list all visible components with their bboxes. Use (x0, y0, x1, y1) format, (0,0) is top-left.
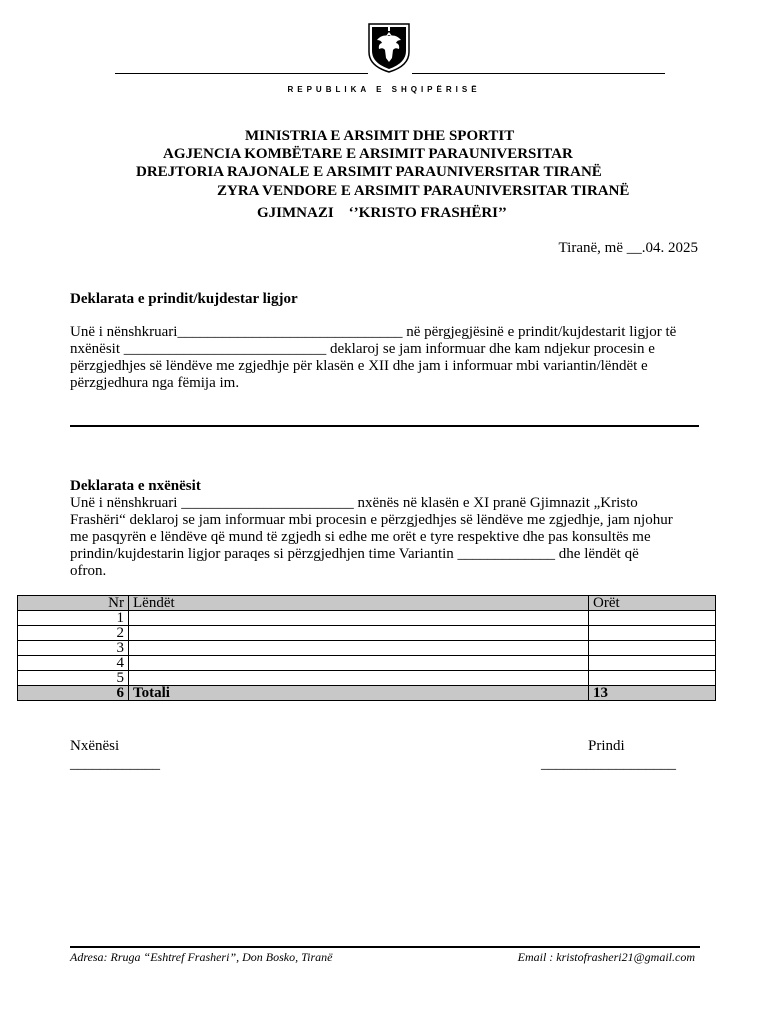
subject-cell[interactable] (129, 656, 589, 671)
table-row (18, 641, 716, 656)
republic-label: REPUBLIKA E SHQIPËRISË (287, 85, 481, 94)
subject-cell[interactable] (129, 671, 589, 686)
row-nr: 1 (18, 611, 129, 626)
subjects-table (17, 595, 716, 701)
parent-declaration-text (70, 324, 700, 392)
table-row (18, 626, 716, 641)
local-office-heading: ZYRA VENDORE E ARSIMIT PARAUNIVERSITAR TIRANË (217, 183, 630, 199)
student-declaration-line: Unë i nënshkruari _______________________ nxënës në klasën e XI pranë Gjimnazit „Kristo (70, 495, 638, 511)
student-declaration-title: Deklarata e nxënësit (70, 478, 201, 494)
agency-heading: AGJENCIA KOMBËTARE E ARSIMIT PARAUNIVERSITAR (163, 146, 573, 162)
hours-cell[interactable] (589, 671, 716, 686)
footer-email: Email : kristofrasheri21@gmail.com (517, 950, 695, 964)
letterhead-rule-right (412, 73, 665, 74)
document-date: Tiranë, më __.04. 2025 (558, 240, 698, 256)
student-declaration-line: ofron. (70, 563, 107, 579)
parent-declaration-line: Unë i nënshkruari______________________________ në përgjegjësinë e prindit/kujdestarit ligjor të (70, 324, 677, 340)
header-hours: Orët (589, 596, 716, 611)
student-declaration-line: prindin/kujdestarin ligjor paraqes si përzgjedhjen time Variantin _____________ dhe lëndët që (70, 546, 639, 562)
parent-declaration-title: Deklarata e prindit/kujdestar ligjor (70, 291, 298, 307)
student-declaration-line: me pasqyrën e lëndëve që mund të zgjedh si edhe me orët e tyre respektive dhe pas konsultës me (70, 529, 651, 545)
student-declaration-text (70, 495, 700, 580)
row-nr: 3 (18, 641, 129, 656)
table-header-row (18, 596, 716, 611)
parent-declaration-line: nxënësit ___________________________ deklaroj se jam informuar dhe kam ndjekur procesin e (70, 341, 655, 357)
row-nr: 4 (18, 656, 129, 671)
regional-directorate-heading: DREJTORIA RAJONALE E ARSIMIT PARAUNIVERSITAR TIRANË (136, 164, 602, 180)
ministry-heading: MINISTRIA E ARSIMIT DHE SPORTIT (245, 128, 515, 144)
student-signature-line[interactable]: ____________ (70, 756, 160, 772)
row-nr: 5 (18, 671, 129, 686)
table-row (18, 671, 716, 686)
row-nr: 2 (18, 626, 129, 641)
parent-declaration-line: përzgjedhura nga fëmija im. (70, 375, 240, 391)
hours-cell[interactable] (589, 611, 716, 626)
header-nr: Nr (18, 596, 129, 611)
parent-signature-label: Prindi (588, 738, 625, 754)
hours-cell[interactable] (589, 626, 716, 641)
table-total-row (18, 686, 716, 701)
total-nr: 6 (18, 686, 129, 701)
header-subjects: Lëndët (129, 596, 589, 611)
student-signature-label: Nxënësi (70, 738, 120, 754)
letterhead-rule-left (115, 73, 368, 74)
subject-cell[interactable] (129, 626, 589, 641)
table-row (18, 611, 716, 626)
parent-signature-line[interactable]: __________________ (541, 756, 676, 772)
albanian-eagle-emblem-icon (366, 22, 412, 74)
footer-address: Adresa: Rruga “Eshtref Frasheri”, Don Bosko, Tiranë (70, 950, 333, 964)
subject-cell[interactable] (129, 611, 589, 626)
total-label: Totali (129, 686, 589, 701)
school-heading: GJIMNAZI ‘’KRISTO FRASHËRI’’ (257, 205, 507, 221)
total-hours: 13 (589, 686, 716, 701)
section-divider (70, 425, 699, 427)
student-declaration-line: Frashëri“ deklaroj se jam informuar mbi procesin e përzgjedhjes së lëndëve me zgjedhje, jam njohur (70, 512, 673, 528)
footer-rule (70, 946, 700, 948)
hours-cell[interactable] (589, 656, 716, 671)
hours-cell[interactable] (589, 641, 716, 656)
parent-declaration-line: përzgjedhjes së lëndëve me zgjedhje për klasën e XII dhe jam i informuar mbi variantin/lëndët e (70, 358, 648, 374)
subject-cell[interactable] (129, 641, 589, 656)
table-row (18, 656, 716, 671)
